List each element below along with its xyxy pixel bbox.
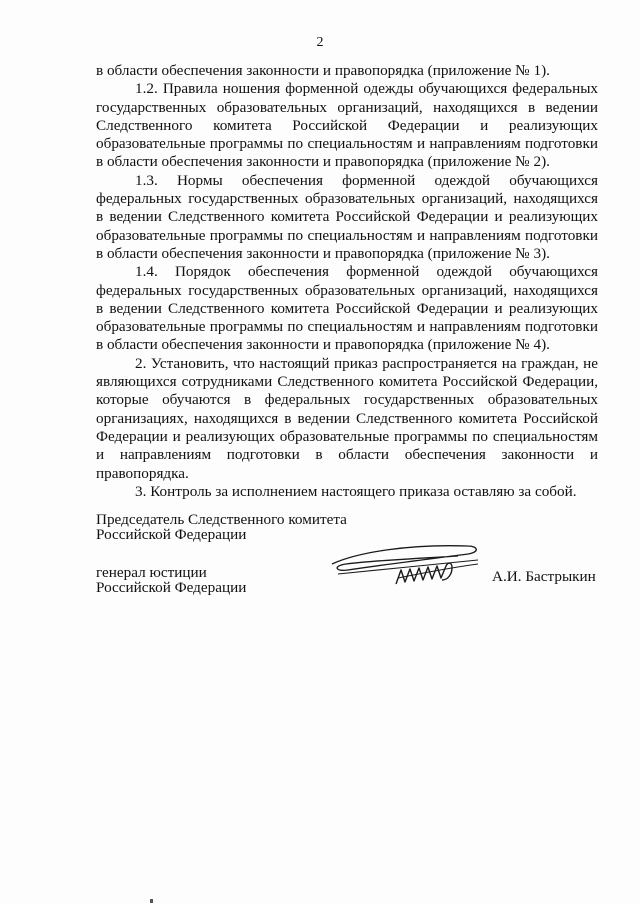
page-number: 2 xyxy=(316,35,324,50)
signer-rank: генерал юстиции xyxy=(96,564,207,581)
paragraph-continuation: в области обеспечения законности и правопорядка (приложение № 1). xyxy=(96,62,550,79)
paragraph-1-3: 1.3. Нормы обеспечения форменной одеждой обучающихся федеральных государственных образовательных организаций, находящихся в ведении Следственного комитета Российской Федерации и реализующих образовательные программы по специальностям и направлениям подготовки в области обеспечения законности и правопорядка (приложение № 3). xyxy=(96,171,598,262)
paragraph-1-2: 1.2. Правила ношения форменной одежды обучающихся федеральных государственных образовательных организаций, находящихся в ведении Следственного комитета Российской Федерации и реализующих образовательные программы по специальностям и направлениям подготовки в области обеспечения законности и правопорядка (приложение № 2). xyxy=(96,80,598,171)
document-body xyxy=(96,62,598,501)
paragraph-2: 2. Установить, что настоящий приказ распространяется на граждан, не являющихся сотрудниками Следственного комитета Российской Федерации, которые обучаются в федеральных государственных образовательных организациях, находящихся в ведении Следственного комитета Российской Федерации и реализующих образовательные программы по специальностям и направлениям подготовки в области обеспечения законности и правопорядка. xyxy=(96,354,598,482)
signer-position: Председатель Следственного комитета xyxy=(96,511,347,528)
signer-position-org: Российской Федерации xyxy=(96,526,247,543)
handwritten-signature xyxy=(318,534,498,594)
signer-rank-org: Российской Федерации xyxy=(96,579,247,596)
scan-mark xyxy=(150,899,153,903)
paragraph-1-4: 1.4. Порядок обеспечения форменной одеждой обучающихся федеральных государственных образовательных организаций, находящихся в ведении Следственного комитета Российской Федерации и реализующих образовательные программы по специальностям и направлениям подготовки в области обеспечения законности и правопорядка (приложение № 4). xyxy=(96,263,598,354)
paragraph-3: 3. Контроль за исполнением настоящего приказа оставляю за собой. xyxy=(135,482,577,500)
signer-name: А.И. Бастрыкин xyxy=(492,568,596,585)
